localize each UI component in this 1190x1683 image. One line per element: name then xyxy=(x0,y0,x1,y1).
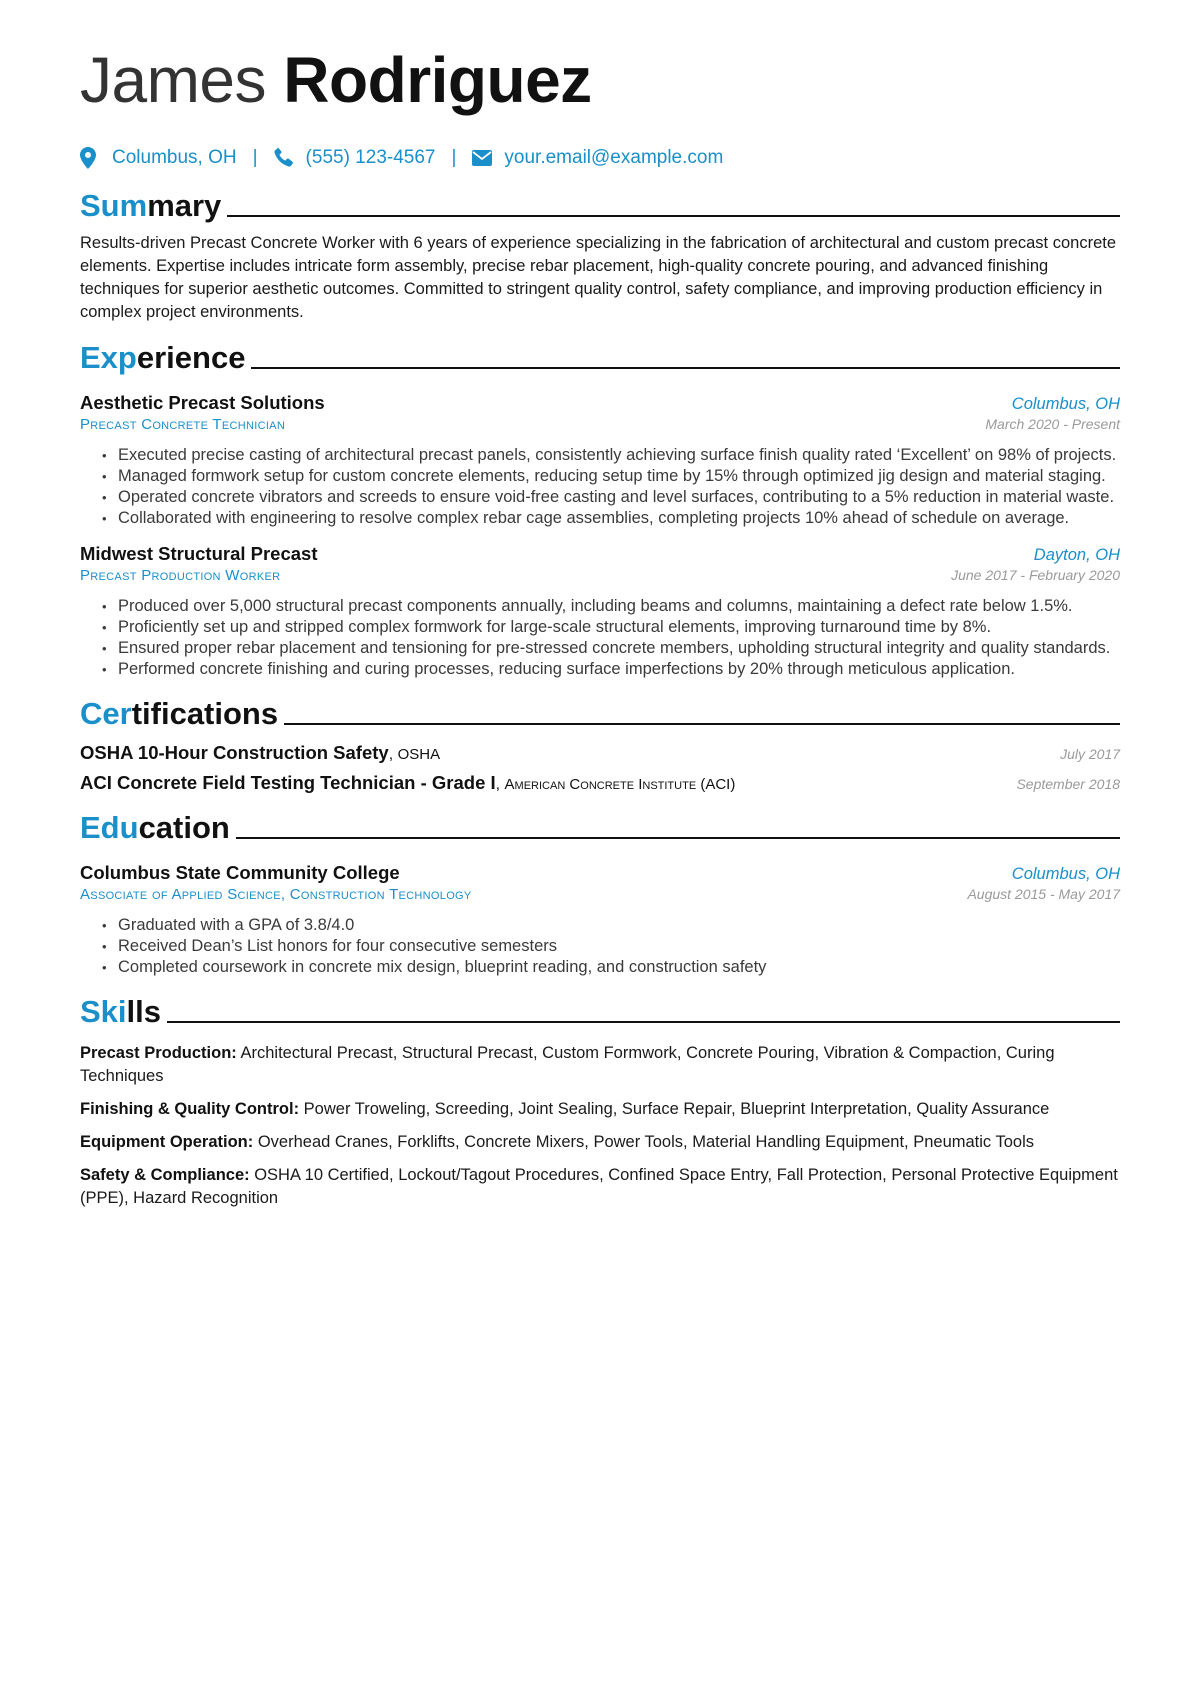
job-dates: March 2020 - Present xyxy=(985,416,1120,432)
bullet-item: • Received Dean’s List honors for four consecutive semesters xyxy=(102,936,1120,957)
title-rest: tifications xyxy=(131,696,279,731)
job-title: Precast Concrete Technician xyxy=(80,416,286,433)
skill-items: OSHA 10 Certified, Lockout/Tagout Procedures, Confined Space Entry, Fall Protection, Personal Protective Equipment (PPE), Hazard Recognition xyxy=(80,1166,1118,1207)
education-dates: August 2015 - May 2017 xyxy=(967,886,1120,902)
skills-heading xyxy=(80,992,1120,1032)
section-rule xyxy=(227,215,1120,217)
job-subheader xyxy=(80,567,1120,584)
bullet-item: • Performed concrete finishing and curing processes, reducing surface imperfections by 20% through meticulous application. xyxy=(102,659,1120,680)
experience-heading xyxy=(80,338,1120,378)
bullet-item: • Graduated with a GPA of 3.8/4.0 xyxy=(102,915,1120,936)
job-bullets xyxy=(80,596,1120,680)
skill-group xyxy=(80,1131,1120,1154)
job-location: Dayton, OH xyxy=(1033,546,1120,564)
job-bullets xyxy=(80,445,1120,529)
cert-issuer: American Concrete Institute (ACI) xyxy=(504,776,736,793)
bullet-item: • Managed formwork setup for custom concrete elements, reducing setup time by 15% through optimized jig design and material staging. xyxy=(102,466,1120,487)
title-rest: cation xyxy=(138,810,230,845)
section-title xyxy=(80,808,230,848)
job-header xyxy=(80,541,1120,567)
cert-date: September 2018 xyxy=(1016,776,1120,792)
job-dates: June 2017 - February 2020 xyxy=(951,567,1120,583)
education-entry xyxy=(80,860,1120,978)
contact-separator: | xyxy=(252,147,258,168)
bullet-item: • Executed precise casting of architectural precast panels, consistently achieving surface finish quality rated ‘Excellent’ on 98% of projects. xyxy=(102,445,1120,466)
job-header xyxy=(80,390,1120,416)
bullet-item: • Produced over 5,000 structural precast components annually, including beams and columns, maintaining a defect rate below 1.5%. xyxy=(102,596,1120,617)
contact-location xyxy=(80,147,237,169)
map-marker-icon xyxy=(80,147,100,169)
skill-label: Equipment Operation: xyxy=(80,1133,254,1151)
title-accent: Sum xyxy=(80,188,148,223)
section-title xyxy=(80,338,245,378)
skill-group xyxy=(80,1098,1120,1121)
contact-separator: | xyxy=(451,147,457,168)
school-location: Columbus, OH xyxy=(1011,865,1120,883)
cert-name: OSHA 10-Hour Construction Safety xyxy=(80,742,389,763)
education-header xyxy=(80,860,1120,886)
education-bullets xyxy=(80,915,1120,978)
cert-date: July 2017 xyxy=(1060,746,1120,762)
summary-heading xyxy=(80,186,1120,226)
school-name: Columbus State Community College xyxy=(80,862,400,883)
title-rest: lls xyxy=(126,994,161,1029)
first-name: James xyxy=(80,44,266,116)
resume-page xyxy=(80,40,1120,1210)
section-title xyxy=(80,992,161,1032)
envelope-icon xyxy=(472,147,492,169)
skill-label: Finishing & Quality Control: xyxy=(80,1100,300,1118)
summary-text: Results-driven Precast Concrete Worker with 6 years of experience specializing in the fabrication of architectural and custom precast concrete elements. Expertise includes intricate form assembly, precise rebar placement, high-quality concrete pouring, and advanced finishing techniques for superior aesthetic outcomes. Committed to stringent quality control, safety compliance, and improving production efficiency in complex project environments. xyxy=(80,234,1117,321)
section-rule xyxy=(236,837,1120,839)
contact-email[interactable] xyxy=(472,147,723,169)
section-rule xyxy=(284,723,1120,725)
section-title xyxy=(80,694,278,734)
job-entry xyxy=(80,390,1120,529)
bullet-item: • Proficiently set up and stripped complex formwork for large-scale structural elements, improving turnaround time by 8%. xyxy=(102,617,1120,638)
job-title: Precast Production Worker xyxy=(80,567,281,584)
job-location: Columbus, OH xyxy=(1011,395,1120,413)
company-name: Aesthetic Precast Solutions xyxy=(80,392,325,413)
location-text: Columbus, OH xyxy=(112,147,237,168)
certifications-heading xyxy=(80,694,1120,734)
skill-group xyxy=(80,1042,1120,1088)
skill-group xyxy=(80,1164,1120,1210)
skill-items: Power Troweling, Screeding, Joint Sealing, Surface Repair, Blueprint Interpretation, Quality Assurance xyxy=(303,1100,1050,1118)
cert-issuer: OSHA xyxy=(397,746,441,763)
education-subheader xyxy=(80,886,1120,903)
email-link: your.email@example.com xyxy=(504,147,724,168)
bullet-item: • Ensured proper rebar placement and tensioning for pre-stressed concrete members, upholding structural integrity and quality standards. xyxy=(102,638,1120,659)
last-name: Rodriguez xyxy=(283,44,592,116)
company-name: Midwest Structural Precast xyxy=(80,543,318,564)
contact-bar xyxy=(80,144,1120,172)
certification-item xyxy=(80,742,1120,764)
section-rule xyxy=(167,1021,1120,1023)
section-title xyxy=(80,186,221,226)
skill-label: Precast Production: xyxy=(80,1044,237,1062)
cert-label: ACI Concrete Field Testing Technician - Grade I, American Concrete Institute (ACI) xyxy=(80,772,736,793)
certification-item xyxy=(80,772,1120,794)
section-rule xyxy=(251,367,1120,369)
skill-items: Architectural Precast, Structural Precast, Custom Formwork, Concrete Pouring, Vibration & Compaction, Curing Techniques xyxy=(80,1044,1055,1085)
title-accent: Exp xyxy=(80,340,137,375)
cert-label: OSHA 10-Hour Construction Safety, OSHA xyxy=(80,742,441,763)
education-heading xyxy=(80,808,1120,848)
bullet-item: • Completed coursework in concrete mix design, blueprint reading, and construction safety xyxy=(102,957,1120,978)
title-rest: erience xyxy=(136,340,246,375)
skill-label: Safety & Compliance: xyxy=(80,1166,250,1184)
bullet-item: • Operated concrete vibrators and screeds to ensure void-free casting and level surfaces, contributing to a 5% reduction in material waste. xyxy=(102,487,1120,508)
degree: Associate of Applied Science, Construction Technology xyxy=(80,886,472,903)
cert-name: ACI Concrete Field Testing Technician - Grade I xyxy=(80,772,496,793)
title-accent: Edu xyxy=(80,810,139,845)
title-accent: Ski xyxy=(80,994,127,1029)
title-rest: mary xyxy=(147,188,222,223)
contact-phone[interactable] xyxy=(274,147,436,169)
job-entry xyxy=(80,541,1120,680)
phone-icon xyxy=(274,147,294,169)
phone-text: (555) 123-4567 xyxy=(305,147,436,168)
bullet-item: • Collaborated with engineering to resolve complex rebar cage assemblies, completing projects 10% ahead of schedule on average. xyxy=(102,508,1120,529)
job-subheader xyxy=(80,416,1120,433)
title-accent: Cer xyxy=(80,696,132,731)
skill-items: Overhead Cranes, Forklifts, Concrete Mixers, Power Tools, Material Handling Equipment, Pneumatic Tools xyxy=(257,1133,1034,1151)
candidate-name xyxy=(80,40,1120,120)
